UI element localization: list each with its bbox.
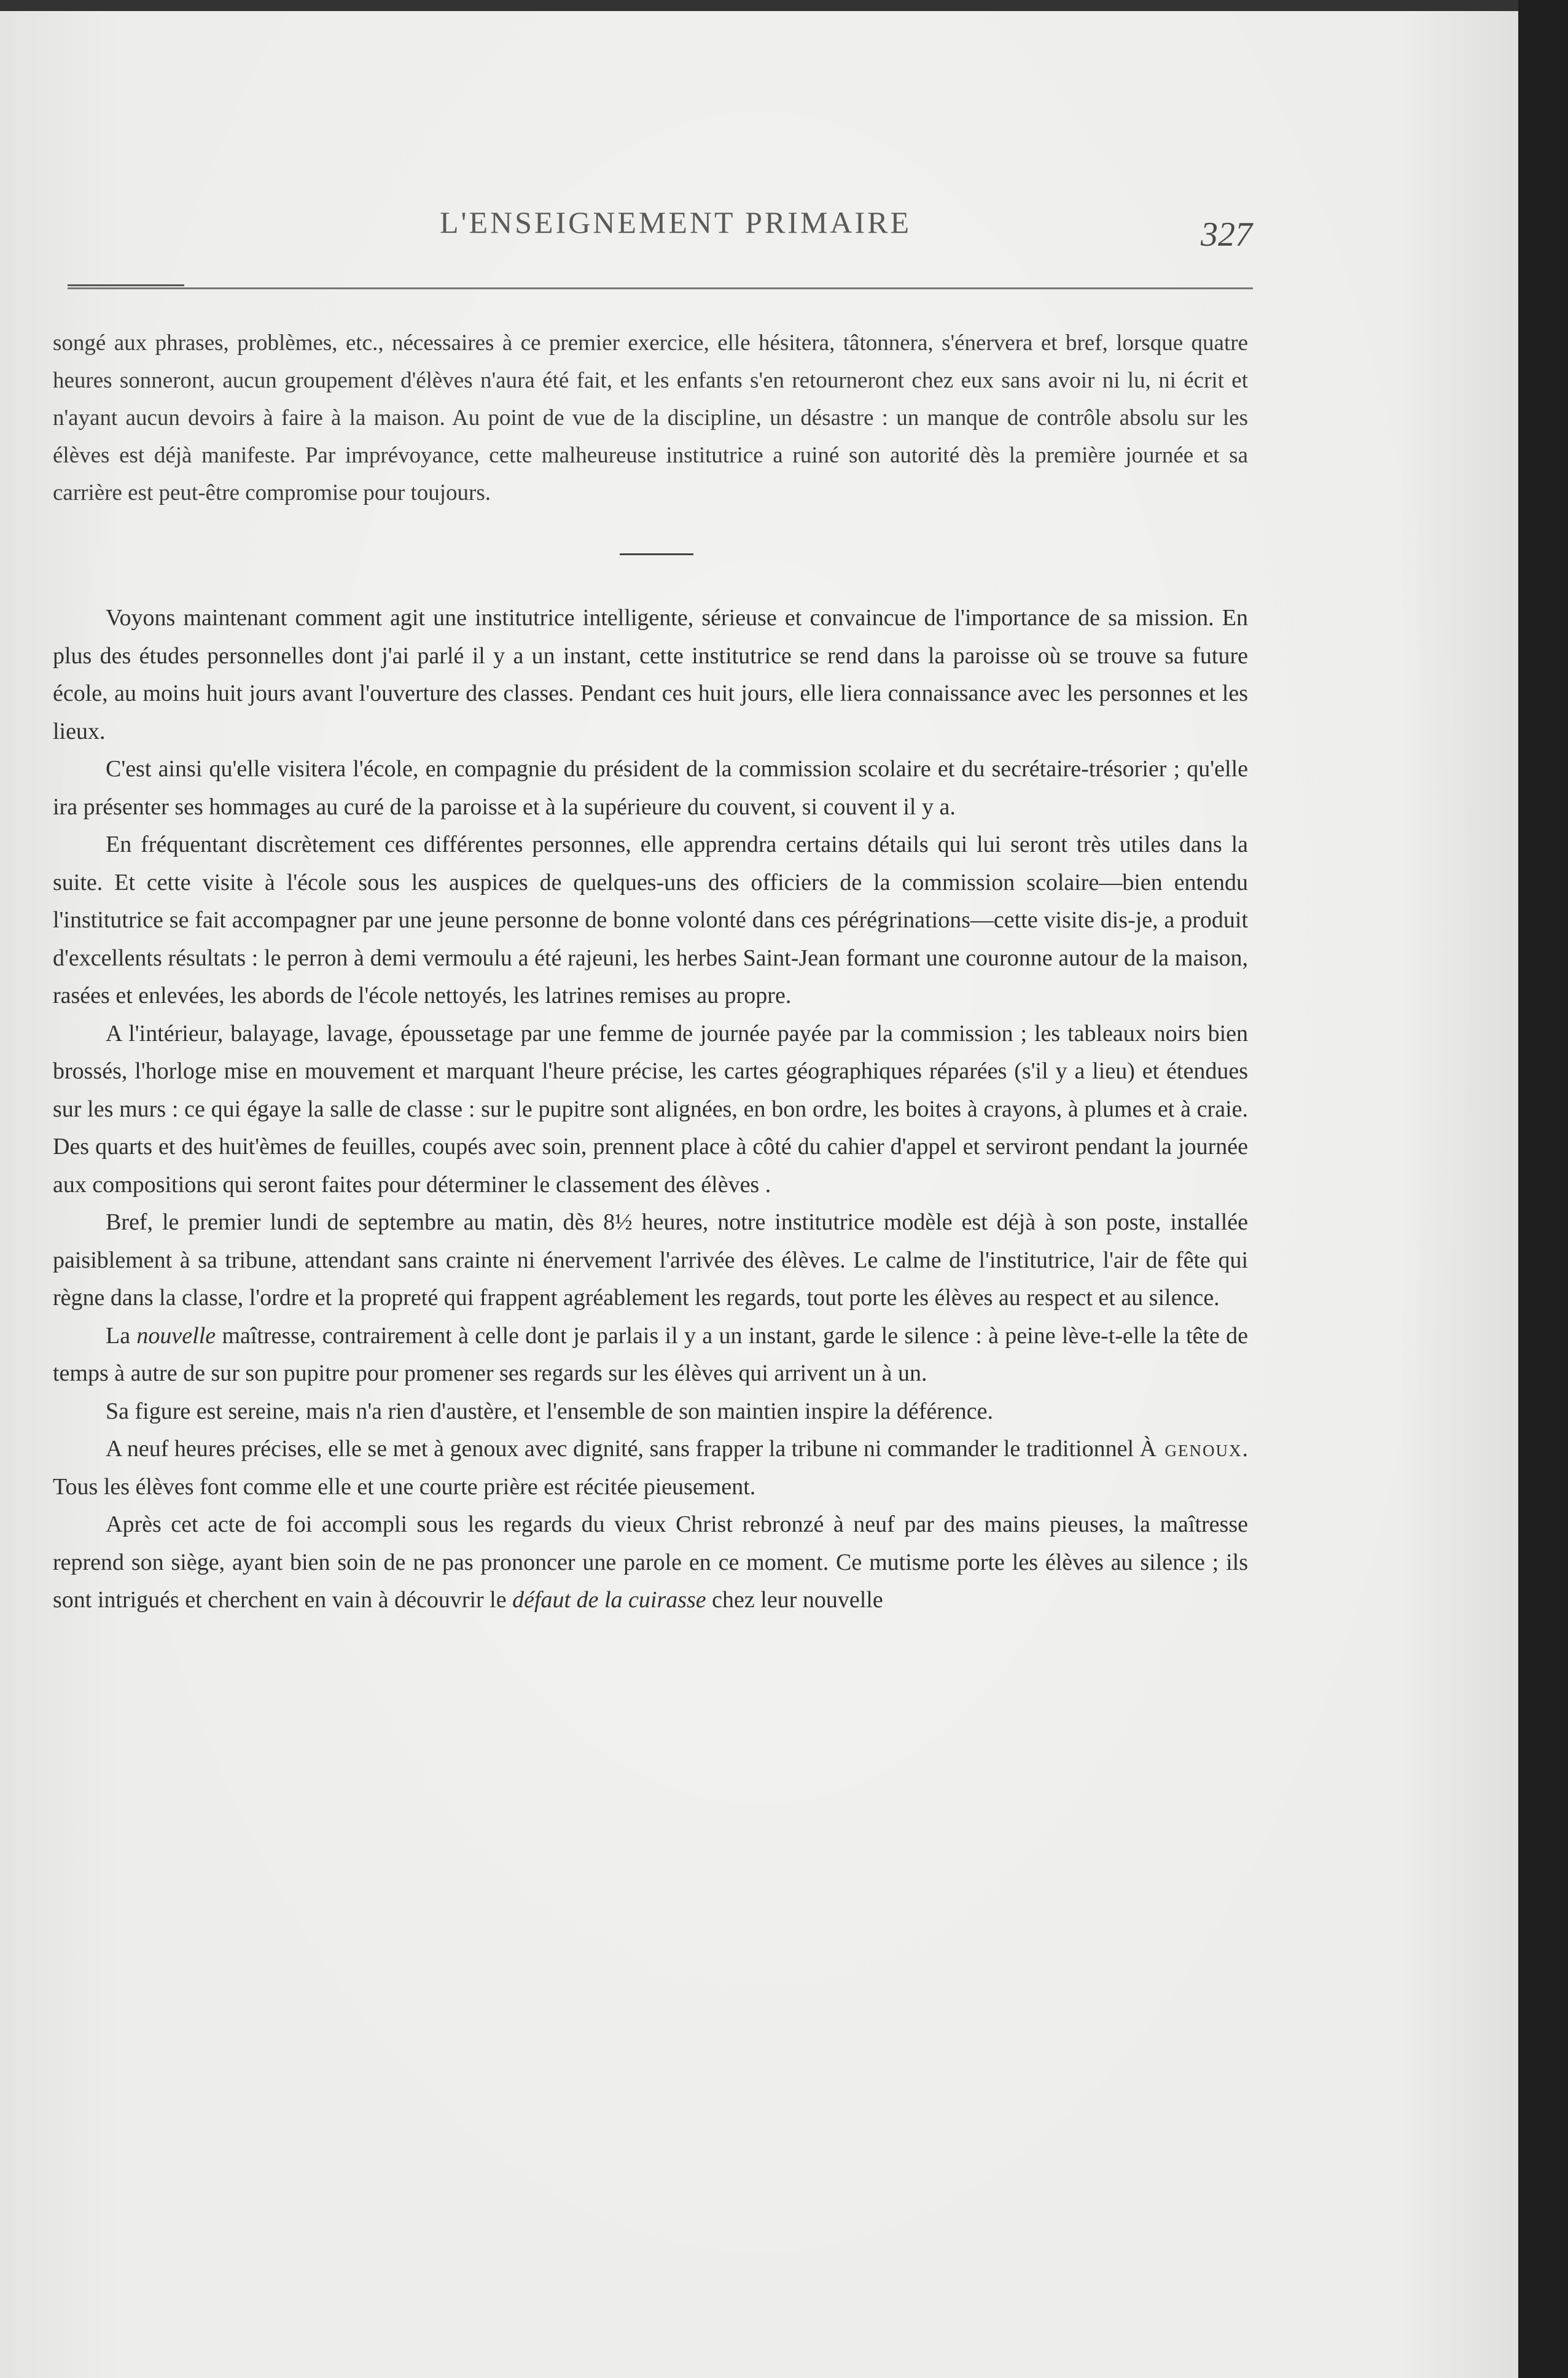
paragraph: Bref, le premier lundi de septembre au matin, dès 8½ heures, notre institutrice modèle est déjà à son poste, installée paisiblement à sa tribune, attendant sans crainte ni énervement l'arrivée des élèves. Le calme de l'institutrice, l'air de fête qui règne dans la classe, l'ordre et la propreté qui frappent agréablement les regards, tout porte les élèves au respect et au silence. [53, 1209, 1248, 1311]
paragraph-text: La [106, 1322, 137, 1349]
paragraph [53, 1317, 1248, 1393]
header-rule-accent [68, 284, 184, 286]
paragraph-continued: songé aux phrases, problèmes, etc., nécessaires à ce premier exercice, elle hésitera, tâtonnera, s'énervera et bref, lorsque quatre heures sonneront, aucun groupement d'élèves n'aura été fait, et les enfants s'en retourneront chez eux sans avoir ni lu, ni écrit et n'ayant aucun devoirs à faire à la maison. Au point de vue de la discipline, un désastre : un manque de contrôle absolu sur les élèves est déjà manifeste. Par imprévoyance, cette malheureuse institutrice a ruiné son autorité dès la première journée et sa carrière est peut-être compromise pour toujours. [53, 330, 1248, 505]
paragraph: En fréquentant discrètement ces différentes personnes, elle apprendra certains détails qui lui seront très utiles dans la suite. Et cette visite à l'école sous les auspices de quelques-uns des officiers de la commission scolaire—bien entendu l'institutrice se fait accompagner par une jeune personne de bonne volonté dans ces pérégrinations—cette visite dis-je, a produit d'excellents résultats : le perron à demi vermoulu a été rajeuni, les herbes Saint-Jean formant une couronne autour de la maison, rasées et enlevées, les abords de l'école nettoyés, les latrines remises au propre. [53, 832, 1248, 1008]
header-rule [68, 287, 1253, 289]
paragraph: Voyons maintenant comment agit une institutrice intelligente, sérieuse et convaincue de l'importance de sa mission. En plus des études personnelles dont j'ai parlé il y a un instant, cette institutrice se rend dans la paroisse où se trouve sa future école, au moins huit jours avant l'ouverture des classes. Pendant ces huit jours, elle liera connaissance avec les personnes et les lieux. [53, 605, 1248, 744]
running-head [61, 189, 1290, 263]
page-number: 327 [1201, 216, 1252, 254]
book-page [0, 11, 1518, 2378]
paragraph: Sa figure est sereine, mais n'a rien d'austère, et l'ensemble de son maintien inspire la déférence. [106, 1398, 993, 1424]
paragraph-text: A neuf heures précises, elle se met à genoux avec dignité, sans frapper la tribune ni commander le traditionnel [106, 1436, 1140, 1462]
paragraph: A l'intérieur, balayage, lavage, époussetage par une femme de journée payée par la commission ; les tableaux noirs bien brossés, l'horloge mise en mouvement et marquant l'heure précise, les cartes géographiques réparées (s'il y a lieu) et étendues sur les murs : ce qui égaye la salle de classe : sur le pupitre sont alignées, en bon ordre, les boites à crayons, à plumes et à craie. Des quarts et des huit'èmes de feuilles, coupés avec soin, prennent place à côté du cahier d'appel et serviront pendant la journée aux compositions qui seront faites pour déterminer le classement des élèves . [53, 1020, 1248, 1198]
section-separator [620, 553, 693, 555]
body-text [53, 324, 1248, 1620]
emphasis-text: nouvelle [136, 1322, 216, 1349]
scan-right-edge [1518, 0, 1568, 2378]
scan-top-edge [0, 0, 1568, 11]
paragraph: C'est ainsi qu'elle visitera l'école, en compagnie du président de la commission scolaire et du secrétaire-trésorier ; qu'elle ira présenter ses hommages au curé de la paroisse et à la supérieure du couvent, si couvent il y a. [53, 756, 1248, 820]
paragraph [53, 1430, 1248, 1506]
paragraph-text: maîtresse, contrairement à celle dont je parlais il y a un instant, garde le silence : à peine lève-t-elle la tête de temps à autre de sur son pupitre pour promener ses regards sur les élèves qui arrivent un à un. [53, 1322, 1248, 1386]
paragraph-text: chez leur nouvelle [706, 1587, 883, 1613]
small-caps-text: À genoux [1139, 1436, 1242, 1462]
header-title: L'ENSEIGNEMENT PRIMAIRE [439, 205, 912, 240]
emphasis-text: défaut de la cuirasse [512, 1587, 706, 1613]
paragraph-text: . Tous les élèves font comme elle et une courte prière est récitée pieusement. [53, 1436, 1248, 1500]
paragraph [53, 1506, 1248, 1620]
paragraph-text: Après cet acte de foi accompli sous les regards du vieux Christ rebronzé à neuf par des mains pieuses, la maîtresse reprend son siège, ayant bien soin de ne pas prononcer une parole en ce moment. Ce mutisme porte les élèves au silence ; ils sont intrigués et cherchent en vain à découvrir le [53, 1511, 1248, 1613]
